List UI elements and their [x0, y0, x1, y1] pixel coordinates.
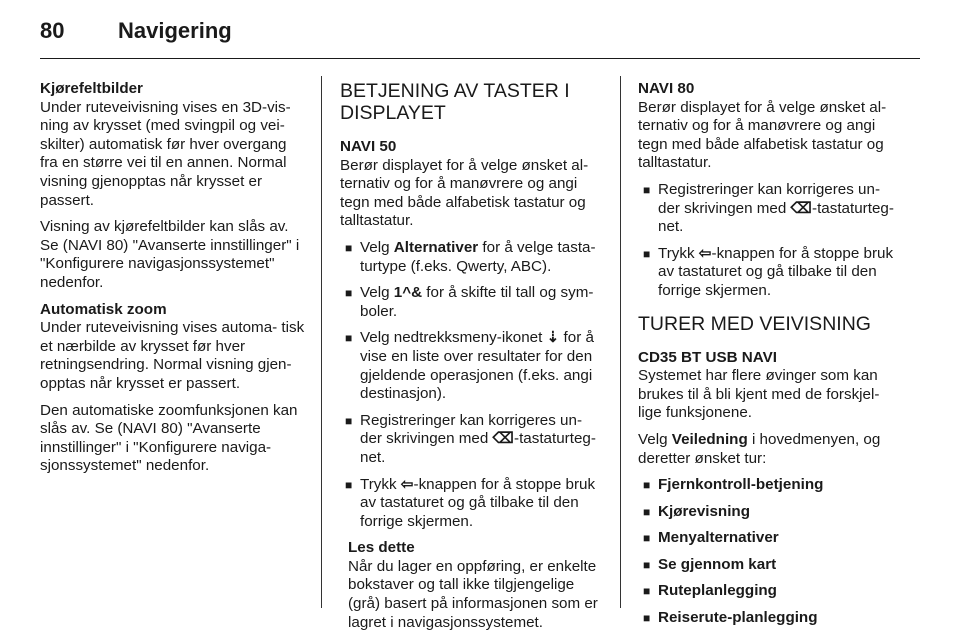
section-heading: TURER MED VEIVISNING — [638, 312, 871, 335]
list-item: ■ Ruteplanlegging — [643, 582, 777, 600]
backspace-icon: ⌫ — [492, 430, 515, 448]
bullet-icon: ■ — [643, 557, 651, 572]
list-item: ■ Registreringer kan korrigeres un- der skrivingen med ⌫-tastaturteg- net. — [643, 180, 894, 236]
page-number: 80 — [40, 18, 65, 43]
column-3 — [638, 80, 902, 636]
back-arrow-icon: ⇦ — [698, 244, 712, 262]
paragraph: Berør displayet for å velge ønsket al- ternativ og for å manøvrere og angi tegn med både alfabetisk tastatur og talltastatur. — [638, 98, 887, 172]
section-title: Automatisk zoom — [40, 300, 167, 318]
list-item: ■ Fjernkontroll-betjening — [643, 476, 824, 494]
list-item: ■ Registreringer kan korrigeres un- der skrivingen med ⌫-tastaturteg- net. — [345, 411, 596, 466]
section-auto-zoom — [40, 301, 306, 394]
bullet-icon: ■ — [345, 477, 353, 492]
bullet-icon: ■ — [643, 584, 651, 599]
bullet-icon: ■ — [345, 331, 353, 346]
bullet-list — [340, 239, 604, 531]
list-item: ■ Velg nedtrekksmeny-ikonet ⇣ for å vise en liste over resultater for den gjeldende operasjonen (f.eks. angi destinasjon). — [345, 329, 594, 403]
list-item: ■ Menyalternativer — [643, 529, 779, 547]
bullet-icon: ■ — [643, 182, 651, 197]
list-item: ■ Reiserute-planlegging — [643, 609, 818, 627]
list-item: ■ Trykk ⇦-knappen for å stoppe bruk av tastaturet og gå tilbake til den forrige skjermen. — [643, 244, 894, 299]
list-item: ■ Trykk ⇦-knappen for å stoppe bruk av tastaturet og gå tilbake til den forrige skjermen. — [345, 475, 596, 530]
subheading: NAVI 80 — [638, 80, 695, 97]
bullet-icon: ■ — [643, 246, 651, 261]
paragraph: Systemet har flere øvinger som kan brukes til å bli kjent med de forskjel- lige funksjonene. — [638, 367, 880, 422]
back-arrow-icon: ⇦ — [400, 475, 414, 493]
list-item: ■ Velg 1^& for å skifte til tall og sym- boler. — [345, 284, 594, 320]
note-title: Les dette — [348, 539, 415, 557]
bullet-icon: ■ — [345, 413, 353, 428]
bullet-icon: ■ — [643, 611, 651, 626]
column-divider-2 — [620, 76, 621, 608]
section-heading: BETJENING AV TASTER I DISPLAYET — [340, 80, 570, 124]
bullet-icon: ■ — [643, 478, 651, 493]
dropdown-menu-icon: ⇣ — [546, 329, 560, 347]
header-rule — [40, 58, 920, 59]
paragraph: Den automatiske zoomfunksjonen kan slås av. Se (NAVI 80) "Avanserte innstillinger" i "Konfigurere naviga- sjonssystemet" nedenfor. — [40, 401, 298, 475]
paragraph: Visning av kjørefeltbilder kan slås av. Se (NAVI 80) "Avanserte innstillinger" i "Konfigurere navigasjonssystemet" nedenfor. — [40, 218, 300, 291]
list-item: ■ Velg Alternativer for å velge tasta- turtype (f.eks. Qwerty, ABC). — [345, 238, 596, 275]
bullet-icon: ■ — [643, 504, 651, 519]
section-lane-images — [40, 80, 306, 210]
subheading: NAVI 50 — [340, 138, 397, 155]
backspace-icon: ⌫ — [790, 199, 813, 217]
paragraph: Under ruteveivisning vises en 3D-vis- ning av krysset (med svingpil og vei- skilter) automatisk før hver overgang fra en større vei til en annen. Normal visning gjenopptas når krysset er passert. — [40, 98, 291, 209]
list-item: ■ Se gjennom kart — [643, 555, 777, 573]
column-2 — [340, 80, 604, 632]
bullet-list — [638, 181, 902, 301]
list-item: ■ Kjørevisning — [643, 502, 750, 520]
note-text: Når du lager en oppføring, er enkelte bokstaver og tall ikke tilgjengelige (grå) basert på informasjonen som er lagret i navigasjonssystemet. — [348, 557, 598, 631]
column-divider-1 — [321, 76, 322, 608]
paragraph: Berør displayet for å velge ønsket al- ternativ og for å manøvrere og angi tegn med både alfabetisk tastatur og talltastatur. — [340, 156, 589, 230]
tour-list — [638, 476, 902, 628]
paragraph: Velg Veiledning i hovedmenyen, og deretter ønsket tur: — [638, 430, 881, 467]
column-1 — [40, 80, 306, 484]
page-header — [40, 18, 232, 52]
note-box — [340, 539, 604, 632]
page-title: Navigering — [118, 18, 232, 43]
subheading: CD35 BT USB NAVI — [638, 348, 777, 366]
bullet-icon: ■ — [345, 286, 353, 301]
paragraph: Under ruteveivisning vises automa- tisk et nærbilde av krysset før hver retningsendring. Normal visning gjen- opptas når krysset er passert. — [40, 319, 305, 392]
bullet-icon: ■ — [643, 531, 651, 546]
section-title: Kjørefeltbilder — [40, 80, 143, 97]
bullet-icon: ■ — [345, 240, 353, 255]
